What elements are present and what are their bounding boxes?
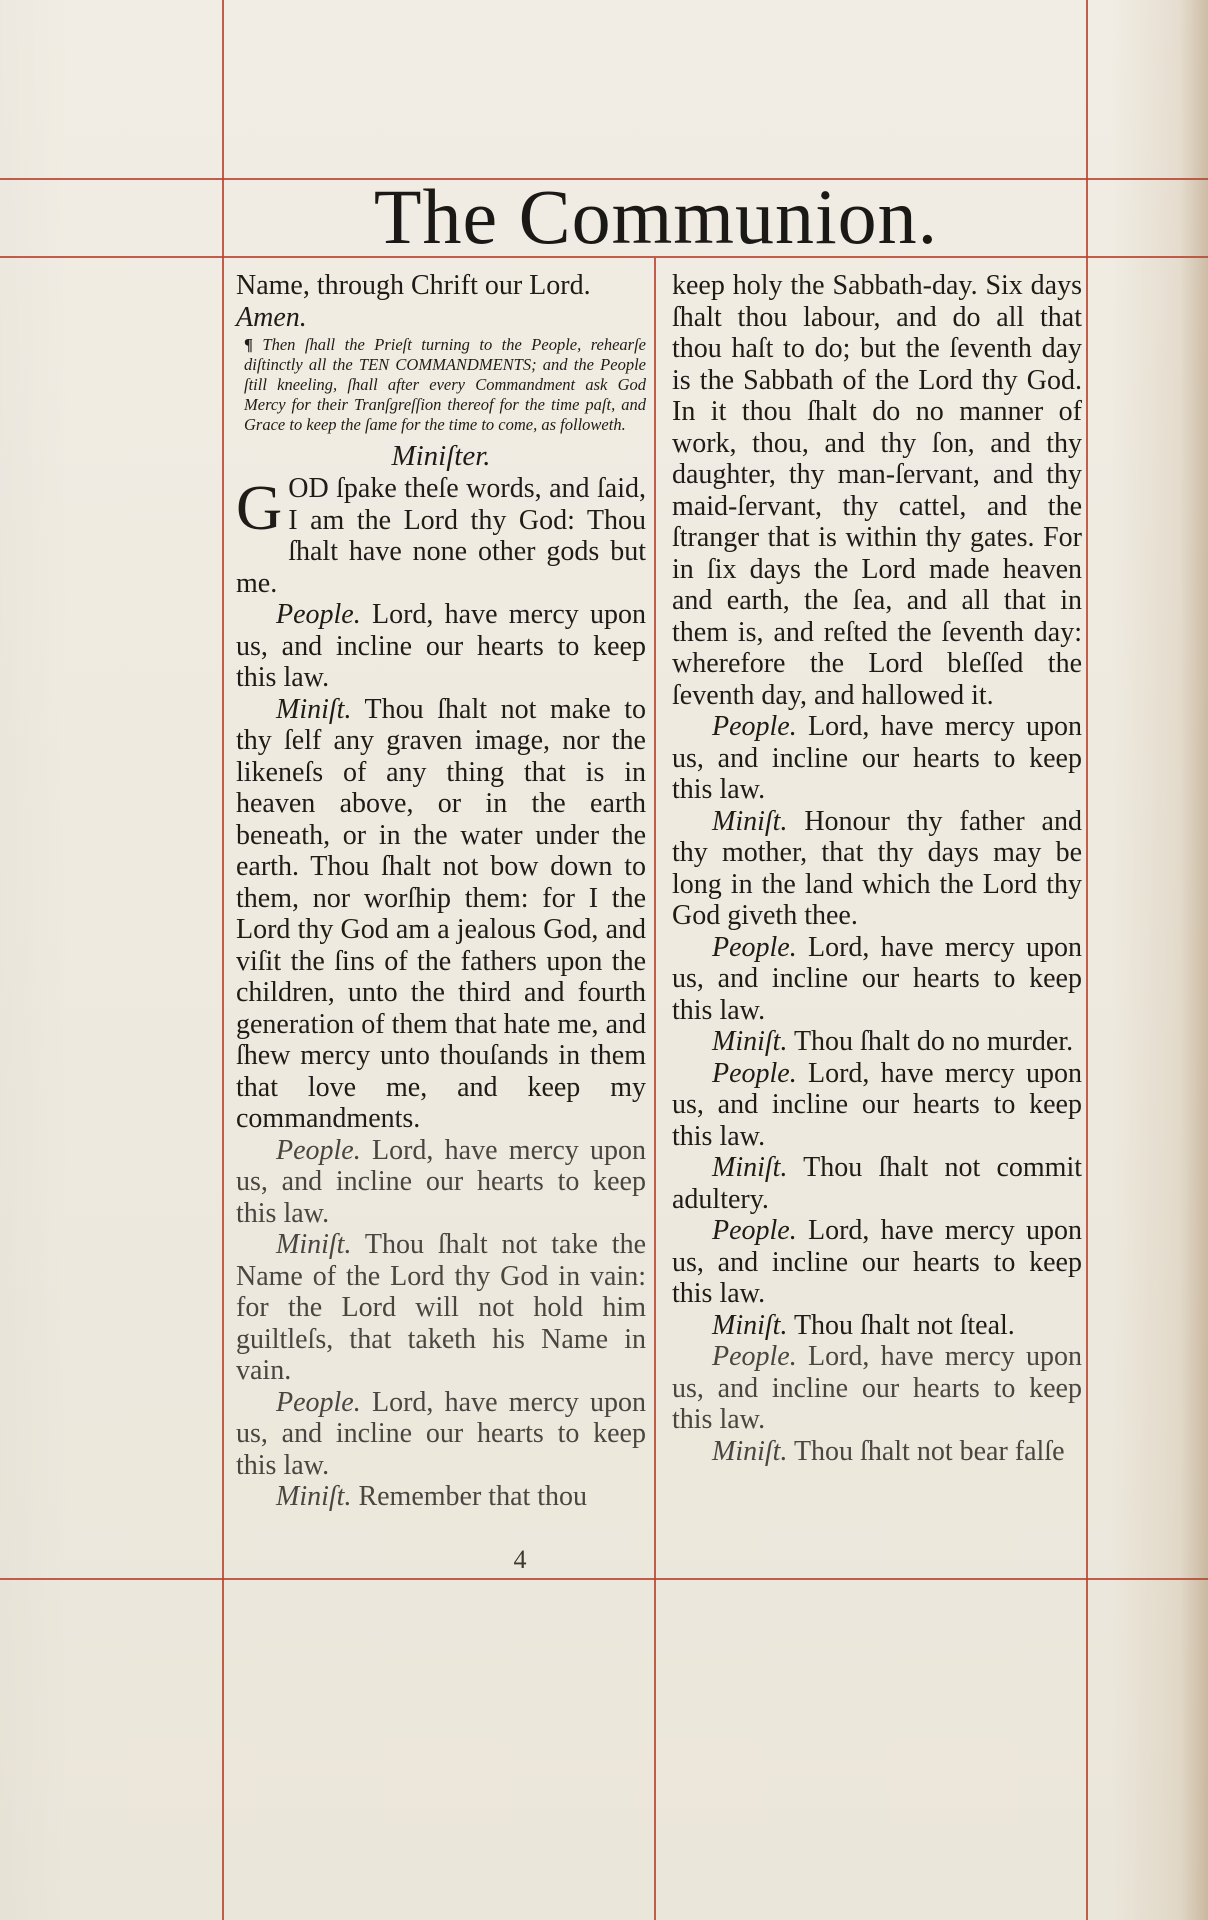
speaker-label: People. — [276, 599, 361, 630]
paragraph-text: Lord, have mercy upon us, and incline our hearts to keep this law. — [672, 711, 1082, 805]
response-paragraph — [236, 599, 646, 694]
rubric-text: Then ſhall the Prieſt turning to the People, rehearſe diſtinctly all the TEN COMMANDMENTS; and the People ſtill kneeling, ſhall after every Commandment ask God Mercy for their Tranſgreſſion thereof for the time paſt, and Grace to keep the ſame for the time to come, as followeth. — [244, 335, 646, 434]
response-paragraph — [672, 1215, 1082, 1310]
speaker-label: Miniſt. — [276, 1481, 352, 1512]
speaker-label: Miniſt. — [712, 805, 788, 837]
page-edge-shading — [1180, 0, 1208, 1920]
response-paragraph — [672, 1058, 1082, 1153]
paragraph-text: Name, through Chrift our Lord. — [236, 270, 591, 301]
rubric-instruction — [236, 335, 646, 435]
paragraph-text: Thou ſhalt not commit adultery. — [672, 1152, 1082, 1215]
text-paragraph — [236, 270, 646, 302]
paragraph-text: Thou ſhalt not make to thy ſelf any graven image, nor the likeneſs of any thing that is in heaven above, or in the earth beneath, or in the water under the earth. Thou ſhalt not bow down to them, nor worſhip them: for I the Lord thy God am a jealous God, and viſit the ſins of the fathers upon the children, unto the third and fourth generation of them that hate me, and ſhew mercy unto thouſands in them that love me, and keep my commandments. — [236, 693, 646, 1134]
rule-left-margin — [222, 0, 224, 1920]
response-paragraph — [236, 1387, 646, 1482]
paragraph-text: Lord, have mercy upon us, and incline our hearts to keep this law. — [672, 931, 1082, 1026]
rule-column-divider — [654, 258, 656, 1920]
paragraph-text: Thou ſhalt do no murder. — [787, 1026, 1074, 1057]
response-paragraph — [236, 1135, 646, 1230]
speaker-label: Miniſt. — [712, 1309, 788, 1341]
speaker-label: People. — [276, 1134, 361, 1166]
commandment-6 — [672, 1026, 1082, 1058]
page-title: The Communion. — [373, 173, 939, 260]
response-paragraph — [672, 1341, 1082, 1436]
amen-text: Amen. — [236, 301, 307, 333]
response-paragraph — [672, 711, 1082, 806]
speaker-label: People. — [712, 1057, 797, 1089]
speaker-label: People. — [712, 931, 797, 963]
commandment-4-start — [236, 1481, 646, 1513]
paragraph-text: Lord, have mercy upon us, and incline our hearts to keep this law. — [672, 1057, 1082, 1152]
commandment-1 — [236, 473, 646, 599]
rule-right-margin — [1086, 0, 1088, 1920]
commandment-4-continued — [672, 270, 1082, 711]
commandment-5 — [672, 806, 1082, 932]
speaker-label: Miniſt. — [276, 1229, 352, 1260]
amen-line — [236, 302, 646, 334]
speaker-label: People. — [712, 711, 797, 742]
rule-bottom — [0, 1578, 1208, 1580]
drop-capital: G — [236, 472, 283, 543]
paragraph-text: Honour thy father and thy mother, that thy days may be long in the land which the Lord thy God giveth thee. — [672, 805, 1082, 931]
commandment-3 — [236, 1229, 646, 1387]
speaker-heading: Miniſter. — [391, 440, 491, 472]
paragraph-text: Lord, have mercy upon us, and incline our hearts to keep this law. — [236, 1134, 646, 1229]
paragraph-text: Thou ſhalt not bear falſe — [787, 1435, 1065, 1467]
commandment-2 — [236, 694, 646, 1135]
speaker-label: People. — [276, 1386, 361, 1418]
right-column — [672, 270, 1082, 1467]
paragraph-text: Lord, have mercy upon us, and incline our hearts to keep this law. — [236, 599, 646, 693]
speaker-label: People. — [712, 1341, 797, 1372]
paragraph-text: Lord, have mercy upon us, and incline our hearts to keep this law. — [672, 1215, 1082, 1309]
commandment-9-start — [672, 1436, 1082, 1468]
speaker-label: People. — [712, 1215, 797, 1246]
speaker-label: Miniſt. — [712, 1026, 788, 1057]
speaker-label: Miniſt. — [712, 1152, 788, 1183]
response-paragraph — [672, 932, 1082, 1027]
paragraph-text: Lord, have mercy upon us, and incline our hearts to keep this law. — [236, 1386, 646, 1481]
speaker-label: Miniſt. — [712, 1435, 788, 1467]
commandment-8 — [672, 1310, 1082, 1342]
left-column — [236, 270, 646, 1513]
paragraph-text: Thou ſhalt not ſteal. — [787, 1309, 1015, 1341]
paragraph-text: Lord, have mercy upon us, and incline our hearts to keep this law. — [672, 1341, 1082, 1435]
paragraph-text: keep holy the Sabbath-day. Six days ſhalt thou labour, and do all that thou haſt to do; but the ſeventh day is the Sabbath of the Lord thy God. In it thou ſhalt do no manner of work, thou, and thy ſon, and thy daughter, thy man-ſervant, and thy maid-ſervant, thy cattel, and the ſtranger that is within thy gates. For in ſix days the Lord made heaven and earth, the ſea, and all that in them is, and reſted the ſeventh day: wherefore the Lord bleſſed the ſeventh day, and hallowed it. — [672, 270, 1082, 711]
speaker-label: Miniſt. — [276, 693, 352, 725]
paragraph-text: Remember that thou — [351, 1481, 588, 1512]
commandment-7 — [672, 1152, 1082, 1215]
pilcrow-mark: ¶ — [244, 335, 253, 354]
paragraph-text: Thou ſhalt not take the Name of the Lord thy God in vain: for the Lord will not hold him guiltleſs, that taketh his Name in vain. — [236, 1229, 646, 1386]
paragraph-text: OD ſpake theſe words, and ſaid, I am the Lord thy God: Thou ſhalt have none other gods but me. — [236, 473, 646, 599]
page-number: 4 — [513, 1545, 527, 1574]
